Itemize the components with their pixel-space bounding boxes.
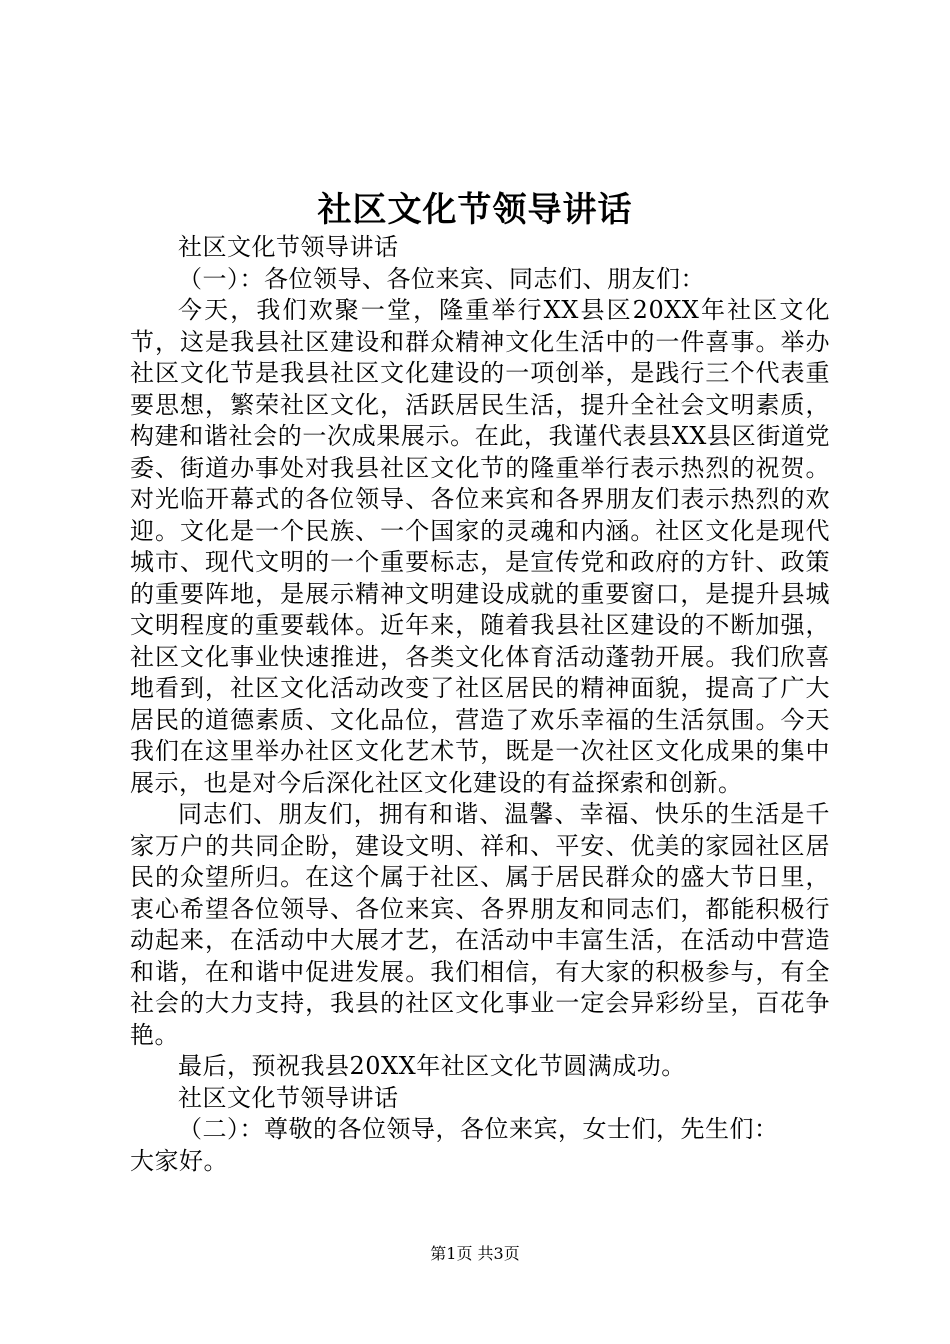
paragraph-subtitle-1: 社区文化节领导讲话 bbox=[178, 233, 399, 261]
paragraph-closing: 最后，预祝我县20XX年社区文化节圆满成功。 bbox=[178, 1052, 686, 1080]
page-number: 第1页 共3页 bbox=[430, 1244, 520, 1263]
paragraph-greeting: 大家好。 bbox=[130, 1146, 228, 1175]
paragraph-appeal: 同志们、朋友们，拥有和谐、温馨、幸福、快乐的生活是千家万户的共同企盼，建设文明、祥和、平安、优美的家园社区居民的众望所归。在这个属于社区、属于居民群众的盛大节日里，衷心希望各位领导、各位来宾、各界朋友和同志们，都能积极行动起来，在活动中大展才艺，在活动中丰富生活，在活动中营造和谐，在和谐中促进发展。我们相信，有大家的积极参与，有全社会的大力支持，我县的社区文化事业一定会异彩纷呈，百花争艳。 bbox=[130, 800, 830, 1049]
document-title: 社区文化节领导讲话 bbox=[317, 190, 633, 230]
paragraph-subtitle-2: 社区文化节领导讲话 bbox=[178, 1083, 399, 1112]
document-body bbox=[130, 232, 830, 1177]
paragraph-salutation-2: （二）：尊敬的各位领导，各位来宾，女士们，先生们： bbox=[178, 1115, 779, 1143]
paragraph-opening: 今天，我们欢聚一堂，隆重举行XX县区20XX年社区文化节，这是我县社区建设和群众精神文化生活中的一件喜事。举办社区文化节是我县社区文化建设的一项创举，是践行三个代表重要思想，繁荣社区文化，活跃居民生活，提升全社会文明素质，构建和谐社会的一次成果展示。在此，我谨代表县XX县区街道党委、街道办事处对我县社区文化节的隆重举行表示热烈的祝贺。对光临开幕式的各位领导、各位来宾和各界朋友们表示热烈的欢迎。文化是一个民族、一个国家的灵魂和内涵。社区文化是现代城市、现代文明的一个重要标志，是宣传党和政府的方针、政策的重要阵地，是展示精神文明建设成就的重要窗口，是提升县城文明程度的重要载体。近年来，随着我县社区建设的不断加强，社区文化事业快速推进，各类文化体育活动蓬勃开展。我们欣喜地看到，社区文化活动改变了社区居民的精神面貌，提高了广大居民的道德素质、文化品位，营造了欢乐幸福的生活氛围。今天我们在这里举办社区文化艺术节，既是一次社区文化成果的集中展示，也是对今后深化社区文化建设的有益探索和创新。 bbox=[130, 296, 830, 797]
paragraph-salutation-1: （一）：各位领导、各位来宾、同志们、朋友们： bbox=[178, 264, 705, 293]
